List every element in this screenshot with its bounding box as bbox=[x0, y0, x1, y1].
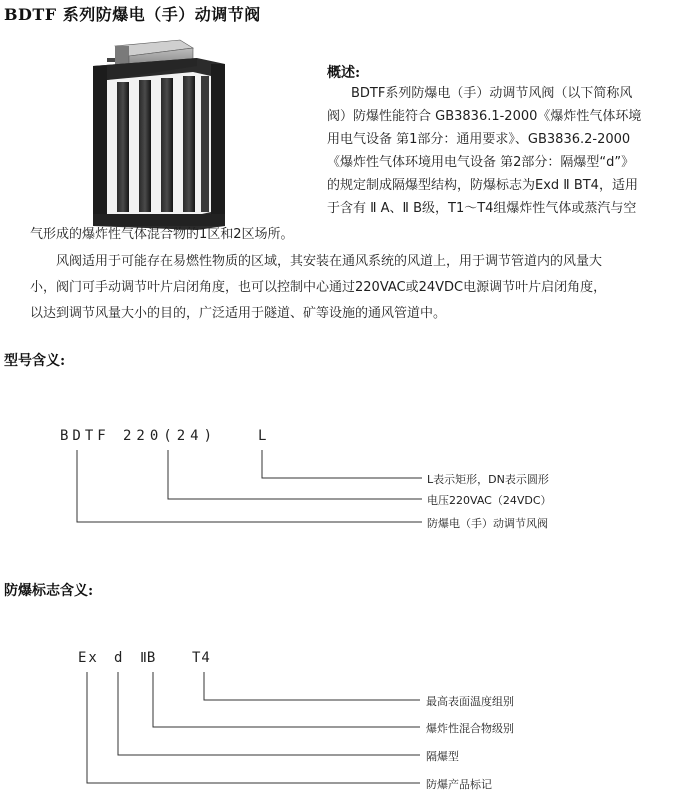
mark-label-temperature: 最高表面温度组别 bbox=[426, 695, 514, 708]
mark-code-d: d bbox=[114, 650, 123, 666]
model-code-voltage: 220(24) bbox=[123, 428, 218, 444]
mark-code-group: ⅡB bbox=[140, 650, 156, 666]
overview-line-5: 的规定制成隔爆型结构，防爆标志为Exd Ⅱ BT4，适用 bbox=[327, 178, 638, 193]
model-label-shape: L表示矩形，DN表示圆形 bbox=[427, 473, 549, 486]
overview-line-2: 阀）防爆性能符合 GB3836.1-2000《爆炸性气体环境 bbox=[327, 109, 642, 124]
usage-line-2: 小，阀门可手动调节叶片启闭角度，也可以控制中心通过220VAC或24VDC电源调节叶片启闭角度， bbox=[30, 280, 607, 295]
model-label-voltage: 电压220VAC（24VDC） bbox=[427, 494, 552, 507]
overview-line-3: 用电气设备 第1部分：通用要求》、GB3836.2-2000 bbox=[327, 132, 631, 147]
overview-heading: 概述: bbox=[327, 65, 361, 81]
mark-label-flameproof: 隔爆型 bbox=[426, 750, 459, 763]
usage-line-1: 风阀适用于可能存在易燃性物质的区域，其安装在通风系统的风道上，用于调节管道内的风量大 bbox=[56, 254, 603, 269]
explosion-mark-heading: 防爆标志含义: bbox=[4, 583, 94, 599]
model-code-shape: L bbox=[258, 428, 267, 444]
mark-code-ex: Ex bbox=[78, 650, 99, 666]
mark-code-temp: T4 bbox=[192, 650, 211, 666]
usage-line-3: 以达到调节风量大小的目的，广泛适用于隧道、矿等设施的通风管道中。 bbox=[30, 306, 447, 321]
model-heading: 型号含义: bbox=[4, 353, 66, 369]
mark-label-ex-product: 防爆产品标记 bbox=[426, 778, 492, 791]
model-label-product: 防爆电（手）动调节风阀 bbox=[427, 517, 548, 530]
overview-line-7: 气形成的爆炸性气体混合物的1区和2区场所。 bbox=[30, 227, 294, 242]
overview-line-6: 于含有 Ⅱ A、Ⅱ B级，T1～T4组爆炸性气体或蒸汽与空 bbox=[327, 201, 637, 216]
page-title: BDTF 系列防爆电（手）动调节阀 bbox=[4, 5, 261, 24]
overview-line-1: BDTF系列防爆电（手）动调节风阀（以下简称风 bbox=[351, 86, 633, 101]
mark-label-mixture: 爆炸性混合物级别 bbox=[426, 722, 514, 735]
model-code-series: BDTF bbox=[60, 428, 110, 444]
overview-line-4: 《爆炸性气体环境用电气设备 第2部分：隔爆型“d”》 bbox=[327, 155, 635, 170]
